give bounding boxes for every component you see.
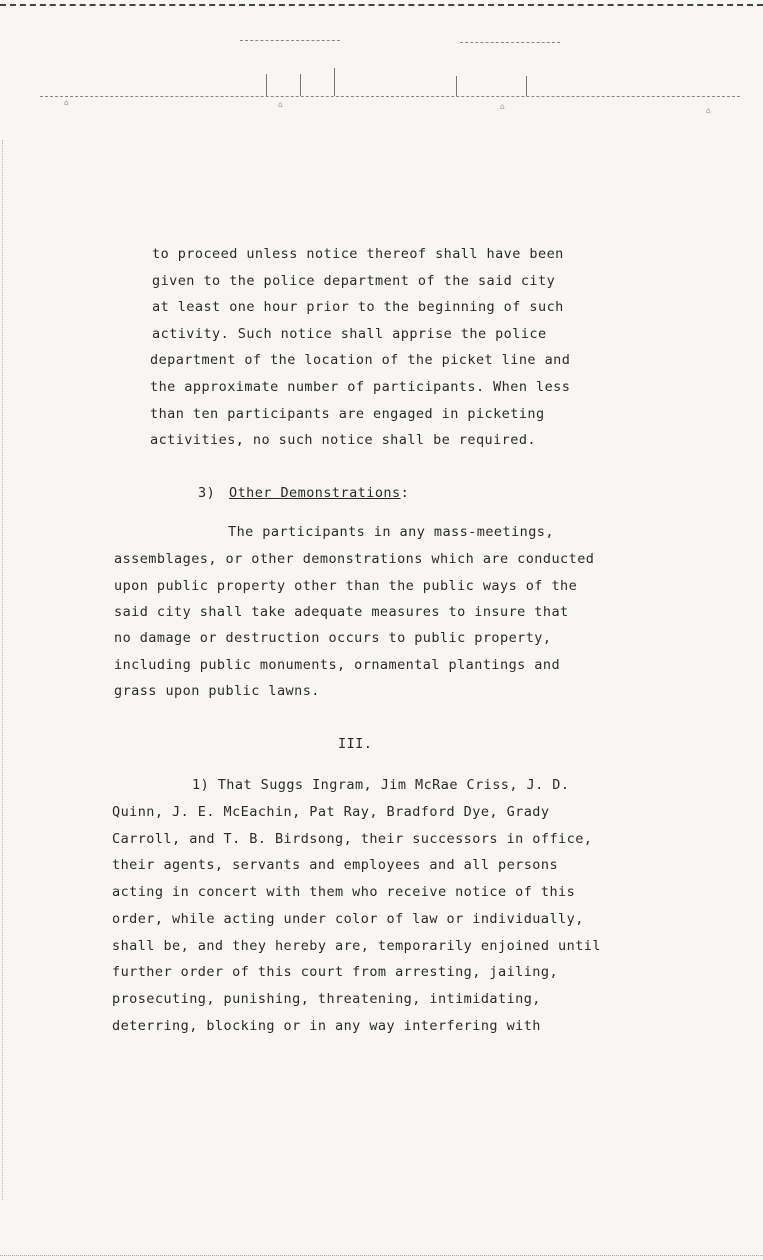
text-line: Quinn, J. E. McEachin, Pat Ray, Bradford Dye, Grady <box>112 804 550 820</box>
subsection-heading <box>229 485 409 501</box>
text-line: than ten participants are engaged in picketing <box>150 406 545 422</box>
text-line: order, while acting under color of law or individually, <box>112 911 584 927</box>
scan-top-border <box>0 4 763 6</box>
text-line: shall be, and they hereby are, temporarily enjoined until <box>112 938 601 954</box>
text-line: no damage or destruction occurs to public property, <box>114 630 552 646</box>
subsection-heading-colon: : <box>400 485 410 501</box>
text-line: department of the location of the picket line and <box>150 352 571 368</box>
text-line: to proceed unless notice thereof shall have been <box>152 246 564 262</box>
scan-artifact-tick <box>456 76 457 96</box>
scan-artifact-line <box>240 40 340 41</box>
subsection-heading-text: Other Demonstrations <box>229 485 401 501</box>
scan-artifact-tick <box>526 76 527 96</box>
scan-artifact-line <box>40 96 740 97</box>
text-line: upon public property other than the public ways of the <box>114 578 578 594</box>
text-line: their agents, servants and employees and all persons <box>112 857 559 873</box>
scan-artifact-tick <box>334 68 335 96</box>
text-line: prosecuting, punishing, threatening, intimidating, <box>112 991 541 1007</box>
text-line: activity. Such notice shall apprise the police <box>152 326 547 342</box>
scan-artifact-stamp: ⌂ <box>278 100 284 109</box>
text-line: given to the police department of the said city <box>152 273 556 289</box>
text-line: at least one hour prior to the beginning of such <box>152 299 564 315</box>
text-line: activities, no such notice shall be required. <box>150 432 536 448</box>
text-line: grass upon public lawns. <box>114 683 320 699</box>
text-line: The participants in any mass-meetings, <box>228 524 554 540</box>
scan-artifact-stamp: ⌂ <box>64 98 70 107</box>
text-line: assemblages, or other demonstrations which are conducted <box>114 551 595 567</box>
scan-left-edge <box>2 140 3 1200</box>
text-line: Carroll, and T. B. Birdsong, their successors in office, <box>112 831 593 847</box>
text-line: further order of this court from arresting, jailing, <box>112 964 559 980</box>
section-heading: III. <box>338 736 373 752</box>
scan-artifact-tick <box>266 74 267 96</box>
text-line: the approximate number of participants. When less <box>150 379 571 395</box>
text-line: including public monuments, ornamental plantings and <box>114 657 561 673</box>
text-line: 1) That Suggs Ingram, Jim McRae Criss, J. D. <box>192 777 570 793</box>
scan-artifact-stamp: ⌂ <box>706 106 712 115</box>
text-line: deterring, blocking or in any way interfering with <box>112 1018 541 1034</box>
text-line: acting in concert with them who receive notice of this <box>112 884 576 900</box>
scan-artifact-tick <box>300 74 301 96</box>
subsection-number: 3) <box>198 485 216 501</box>
scan-bottom-edge <box>0 1255 763 1256</box>
scan-artifact-stamp: ⌂ <box>500 102 506 111</box>
scan-artifact-line <box>460 42 560 43</box>
text-line: said city shall take adequate measures to insure that <box>114 604 569 620</box>
